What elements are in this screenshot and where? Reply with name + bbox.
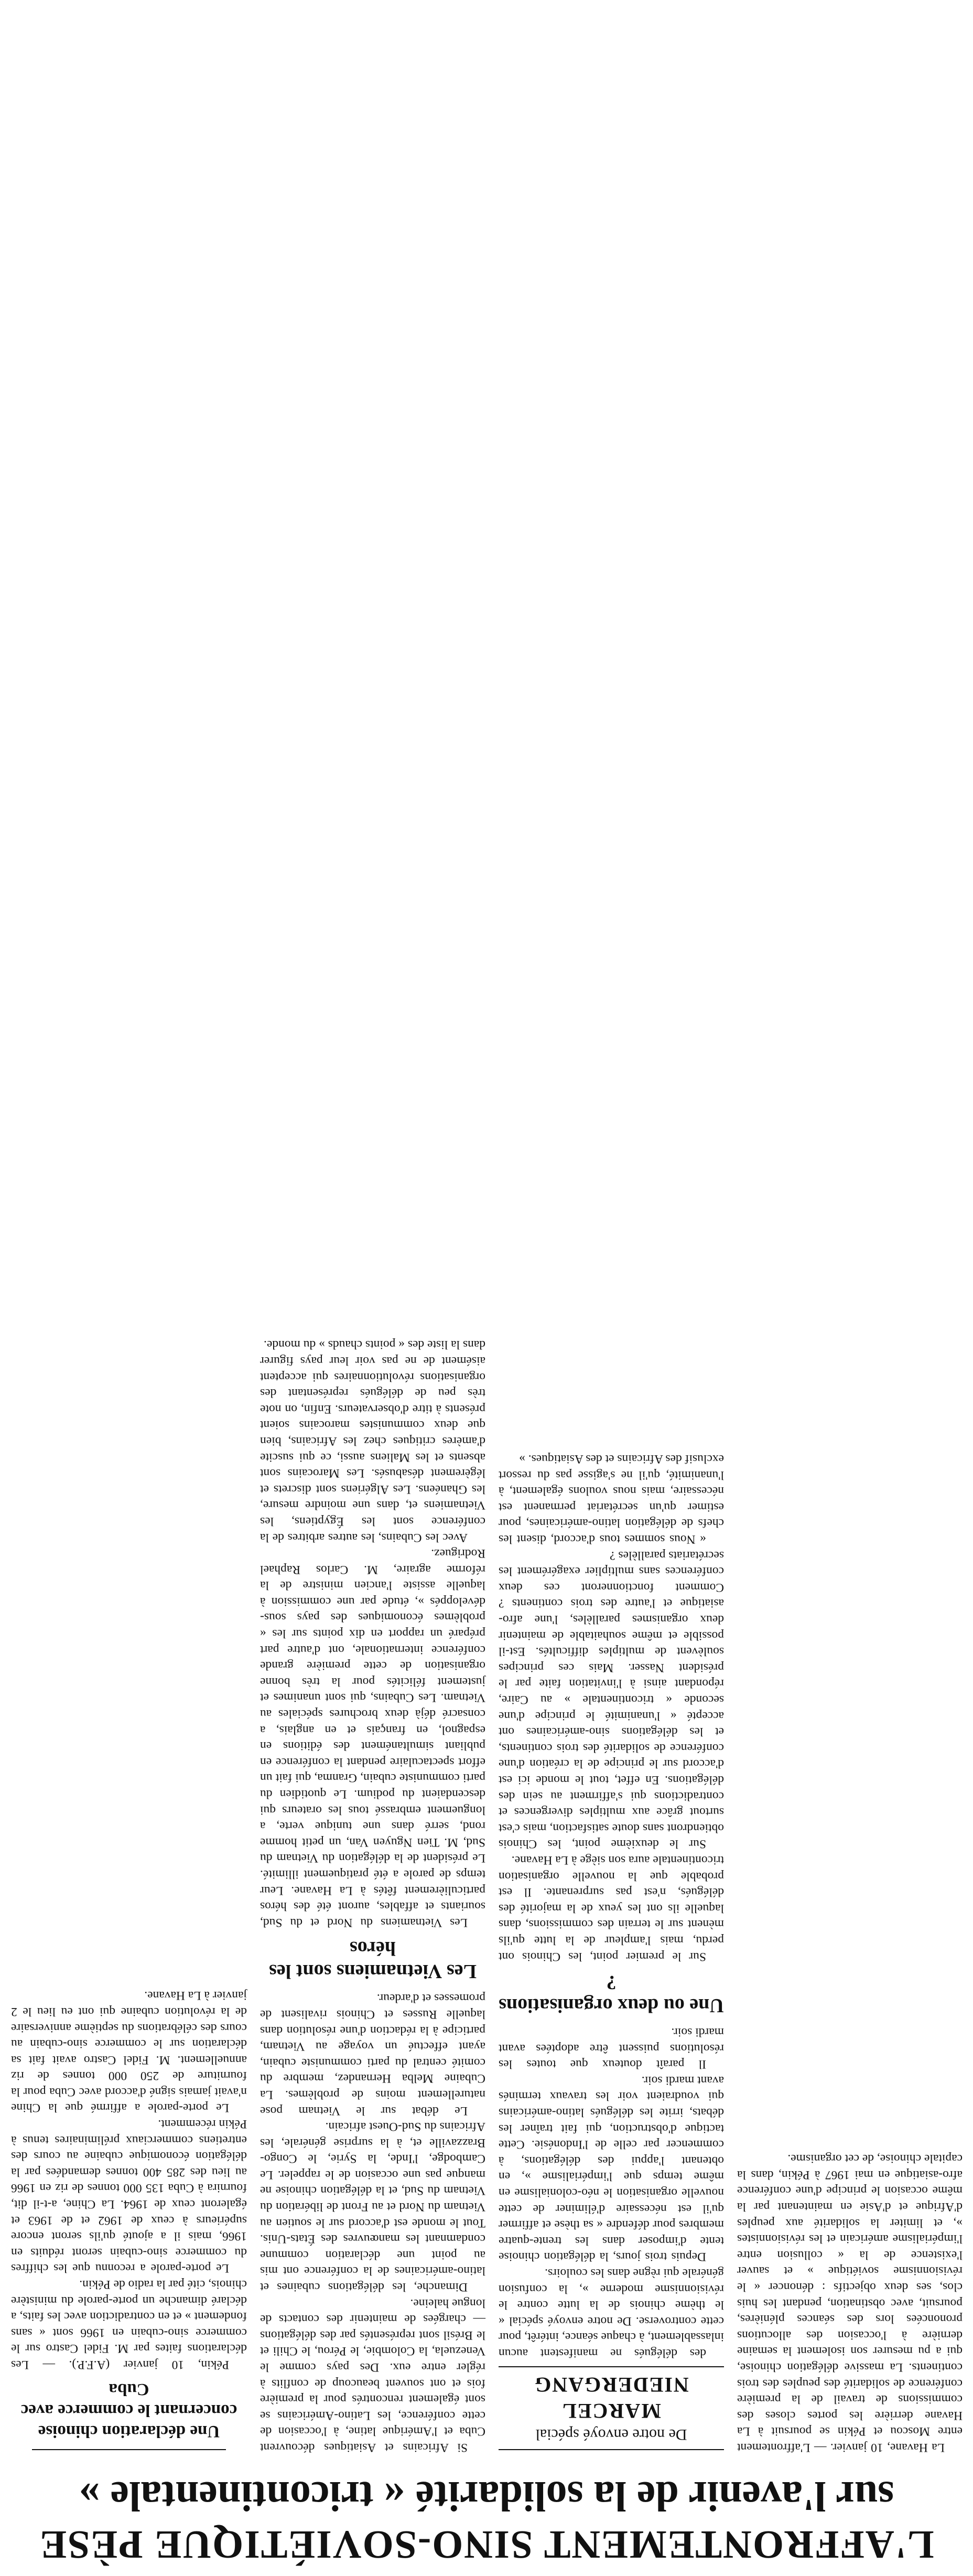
subhead-organisations: Une ou deux organisations ? <box>499 1971 724 2016</box>
article-paragraph: Si Africains et Asiatiques découvrent Cuba et l'Amérique latine, à l'occasion de cette conférence, les Latino-Américains se sont également rencontrés pour la première fois et ont souvent beaucoup de conflits à régler entre eux. Des pays comme le Venezuela, la Colombie, le Pérou, le Chili et le Brésil sont représentés par des délégations — chargées de maintenir des contacts de longue haleine. <box>260 2296 485 2454</box>
article-paragraph: Sur le deuxième point, les Chinois obtiendront sans doute satisfaction, mais c'est surtout grâce aux multiples divergences et contradictions qui s'affirment au sein des délégations. En effet, tout le monde ici est d'accord sur le principe de la création d'une conférence de solidarité des trois continents, et les délégations sino-américaines ont accepté « l'unanimité le principe d'une seconde « tricontinentale » au Caire, répondant ainsi à l'invitation faite par le président Nasser. Mais ces principes soulèvent de multiples difficultés. Est-il possible et même souhaitable de maintenir deux organismes parallèles, l'une afro-asiatique et l'autre des trois continents ? Comment fonctionneront ces deux conférences sans multiplier exagérément les secrétariats parallèles ? <box>499 1548 724 1851</box>
article-paragraph: Il paraît douteux que toutes les résolutions puissent être adoptées avant mardi soir. <box>499 2025 724 2071</box>
article-column-4 <box>11 1988 247 2455</box>
article-paragraph: Depuis trois jours, la délégation chinoise tente d'imposer dans les trente-quatre membres pour défendre « sa thèse et affirmer qu'il est nécessaire d'éliminer de cette nouvelle organisation le néo-colonialisme en même temps que l'impérialisme », en obtenant l'appui des délégations, à commencer par celle de l'Indonésie. Cette tactique d'obstruction, qui fait traîner les débats, irrite les délégués latino-américains qui voudraient voir les travaux terminés avant mardi soir. <box>499 2073 724 2264</box>
article-paragraph: Avec les Cubains, les autres arbitres de la conférence sont les Égyptiens, les Vietnamiens et, dans une moindre mesure, les Ghanéens. Les Algériens sont discrets et légèrement désabusés. Les Marocains sont absents et les Maliens aussi, ce qui suscite d'amères critiques chez les Africains, bien que deux communistes marocains soient présents à titre d'observateurs. Enfin, on note très peu de délégués représentant des organisations révolutionnaires qui acceptent aisément de ne pas voir leur pays figurer dans la liste des « points chauds » du monde. <box>260 1338 485 1544</box>
headline-kicker: L'AFFRONTEMENT SINO-SOVIÉTIQUE PÈSE <box>39 2523 934 2567</box>
article-paragraph: des délégués ne manifestent aucun inlassablement, à chaque séance, intérêt, pour cette controverse. De notre envoyé spécial « le thème chinois de la lutte contre le révisionnisme moderne », la confusion générale qui règne dans les couloirs. <box>499 2266 724 2360</box>
article-column-3 <box>260 1337 485 2455</box>
article-column-2 <box>499 1451 724 2455</box>
column-rule <box>32 2449 226 2450</box>
article-paragraph: Le débat sur le Vietnam pose naturellement moins de problèmes. La Cubaine Melba Hernandez, membre du comité central du parti communiste cubain, ayant effectué un voyage au Vietnam, participe à la rédaction d'une résolution dans laquelle Russes et Chinois rivalisent de promesses et d'ardeur. <box>260 1991 485 2118</box>
subhead-heroes: Les Vietnamiens sont les héros <box>269 1937 477 1982</box>
article-paragraph: « Nous sommes tous d'accord, disent les chefs de délégation latino-américaines, pour estimer qu'un secrétariat permanent est nécessaire, mais nous voulons également, à l'unanimité, qu'il ne s'agisse pas du ressort exclusif des Africains et des Asiatiques. » <box>499 1452 724 1547</box>
headline-title: sur l'avenir de la solidarité « tricontinentale » <box>79 2473 894 2519</box>
article-paragraph: La Havane, 10 janvier. — L'affrontement entre Moscou et Pékin se poursuit à La Havane derrière les portes closes des commissions de travail de la première conférence de solidarité des peuples des trois continents. La massive délégation chinoise, qui a pu mesurer son isolement la semaine dernière à l'occasion des allocutions prononcées lors des séances plénières, poursuit, avec obstination, pendant les huis clos, ses deux objectifs : dénoncer « le révisionnisme soviétique » et sauver l'existence de la « collusion entre l'impérialisme américain et les révisionnistes », et limiter la solidarité aux peuples d'Afrique et d'Asie en maintenant par la même occasion le principe d'une conférence afro-asiatique en mai 1967 à Pékin, dans la capitale chinoise, de cet organisme. <box>737 2152 963 2454</box>
byline <box>499 2366 724 2450</box>
article-paragraph: Le porte-parole a affirmé que la Chine n'avait jamais signé d'accord avec Cuba pour la fourniture de 250 000 tonnes de riz annuellement. M. Fidel Castro avait fait sa déclaration sur le commerce sino-cubain au cours des célébrations du septième anniversaire de la révolution cubaine qui ont eu lieu le 2 janvier à La Havane. <box>11 1989 247 2115</box>
article-paragraph: Sur le premier point, les Chinois ont perdu, mais l'ampleur de la lutte qu'ils mènent sur le terrain des commissions, dans laquelle ils ont les yeux de la majorité des délégués, n'est pas surprenante. Il est probable que la nouvelle organisation tricontinentale aura son siège à La Havane. <box>499 1853 724 1963</box>
article-column-1 <box>737 2151 963 2455</box>
article-paragraph: Les Vietnamiens du Nord et du Sud, souriants et affables, auront été des héros particulièrement fêtés à La Havane. Leur temps de parole a été pratiquement illimité. Le président de la délégation du Vietnam du Sud, M. Tien Nguyen Van, un petit homme rond, serré dans une tunique verte, a longuement embrassé tous les orateurs qui descendaient du podium. Le quotidien du parti communiste cubain, Granma, qui fait un effort spectaculaire pendant la conférence en publiant simultanément des éditions en espagnol, en français et en anglais, a consacré déjà deux brochures spéciales au Vietnam. Les Cubains, qui sont unanimes et justement félicités pour la très bonne organisation de cette première grande conférence internationale, ont d'autre part préparé un rapport en dix points sur les « problèmes économiques des pays sous-développés », étude par une commission à laquelle assiste l'ancien ministre de la réforme agraire, M. Carlos Raphael Rodriguez. <box>260 1547 485 1929</box>
headline-block <box>10 2472 963 2567</box>
byline-label: De notre envoyé spécial <box>535 2426 687 2443</box>
article-paragraph: Dimanche, les délégations cubaines et latino-américaines de la conférence ont mis au point une déclaration commune condamnant les manœuvres des États-Unis. Tout le monde est d'accord sur le soutien au Vietnam du Nord et au Front de libération du Vietnam du Sud, et la délégation chinoise ne manque pas une occasion de le rappeler. Le Cambodge, l'Inde, la Syrie, le Congo-Brazzaville et, à la surprise générale, les Africains du Sud-Ouest africain. <box>260 2120 485 2294</box>
article-paragraph: Le porte-parole a reconnu que les chiffres du commerce sino-cubain seront réduits en 1966, mais il a ajouté qu'ils seront encore supérieurs à ceux de 1962 et de 1963 et égaleront ceux de 1964. La Chine, a-t-il dit, fournira à Cuba 135 000 tonnes de riz en 1966 au lieu des 285 400 tonnes demandées par la délégation économique cubaine au cours des entretiens commerciaux préliminaires tenus à Pékin récemment. <box>11 2117 247 2276</box>
subhead-cuba-trade: Une déclaration chinoise concernant le commerce avec Cuba <box>20 2380 237 2441</box>
article-paragraph: Pékin, 10 janvier (A.F.P.). — Les déclarations faites par M. Fidel Castro sur le commerce sino-cubain en 1966 sont « sans fondement » et en contradiction avec les faits, a déclaré dimanche un porte-parole du ministère chinois, cité par la radio de Pékin. <box>11 2278 247 2371</box>
byline-name: MARCEL NIEDERGANG <box>534 2373 689 2423</box>
